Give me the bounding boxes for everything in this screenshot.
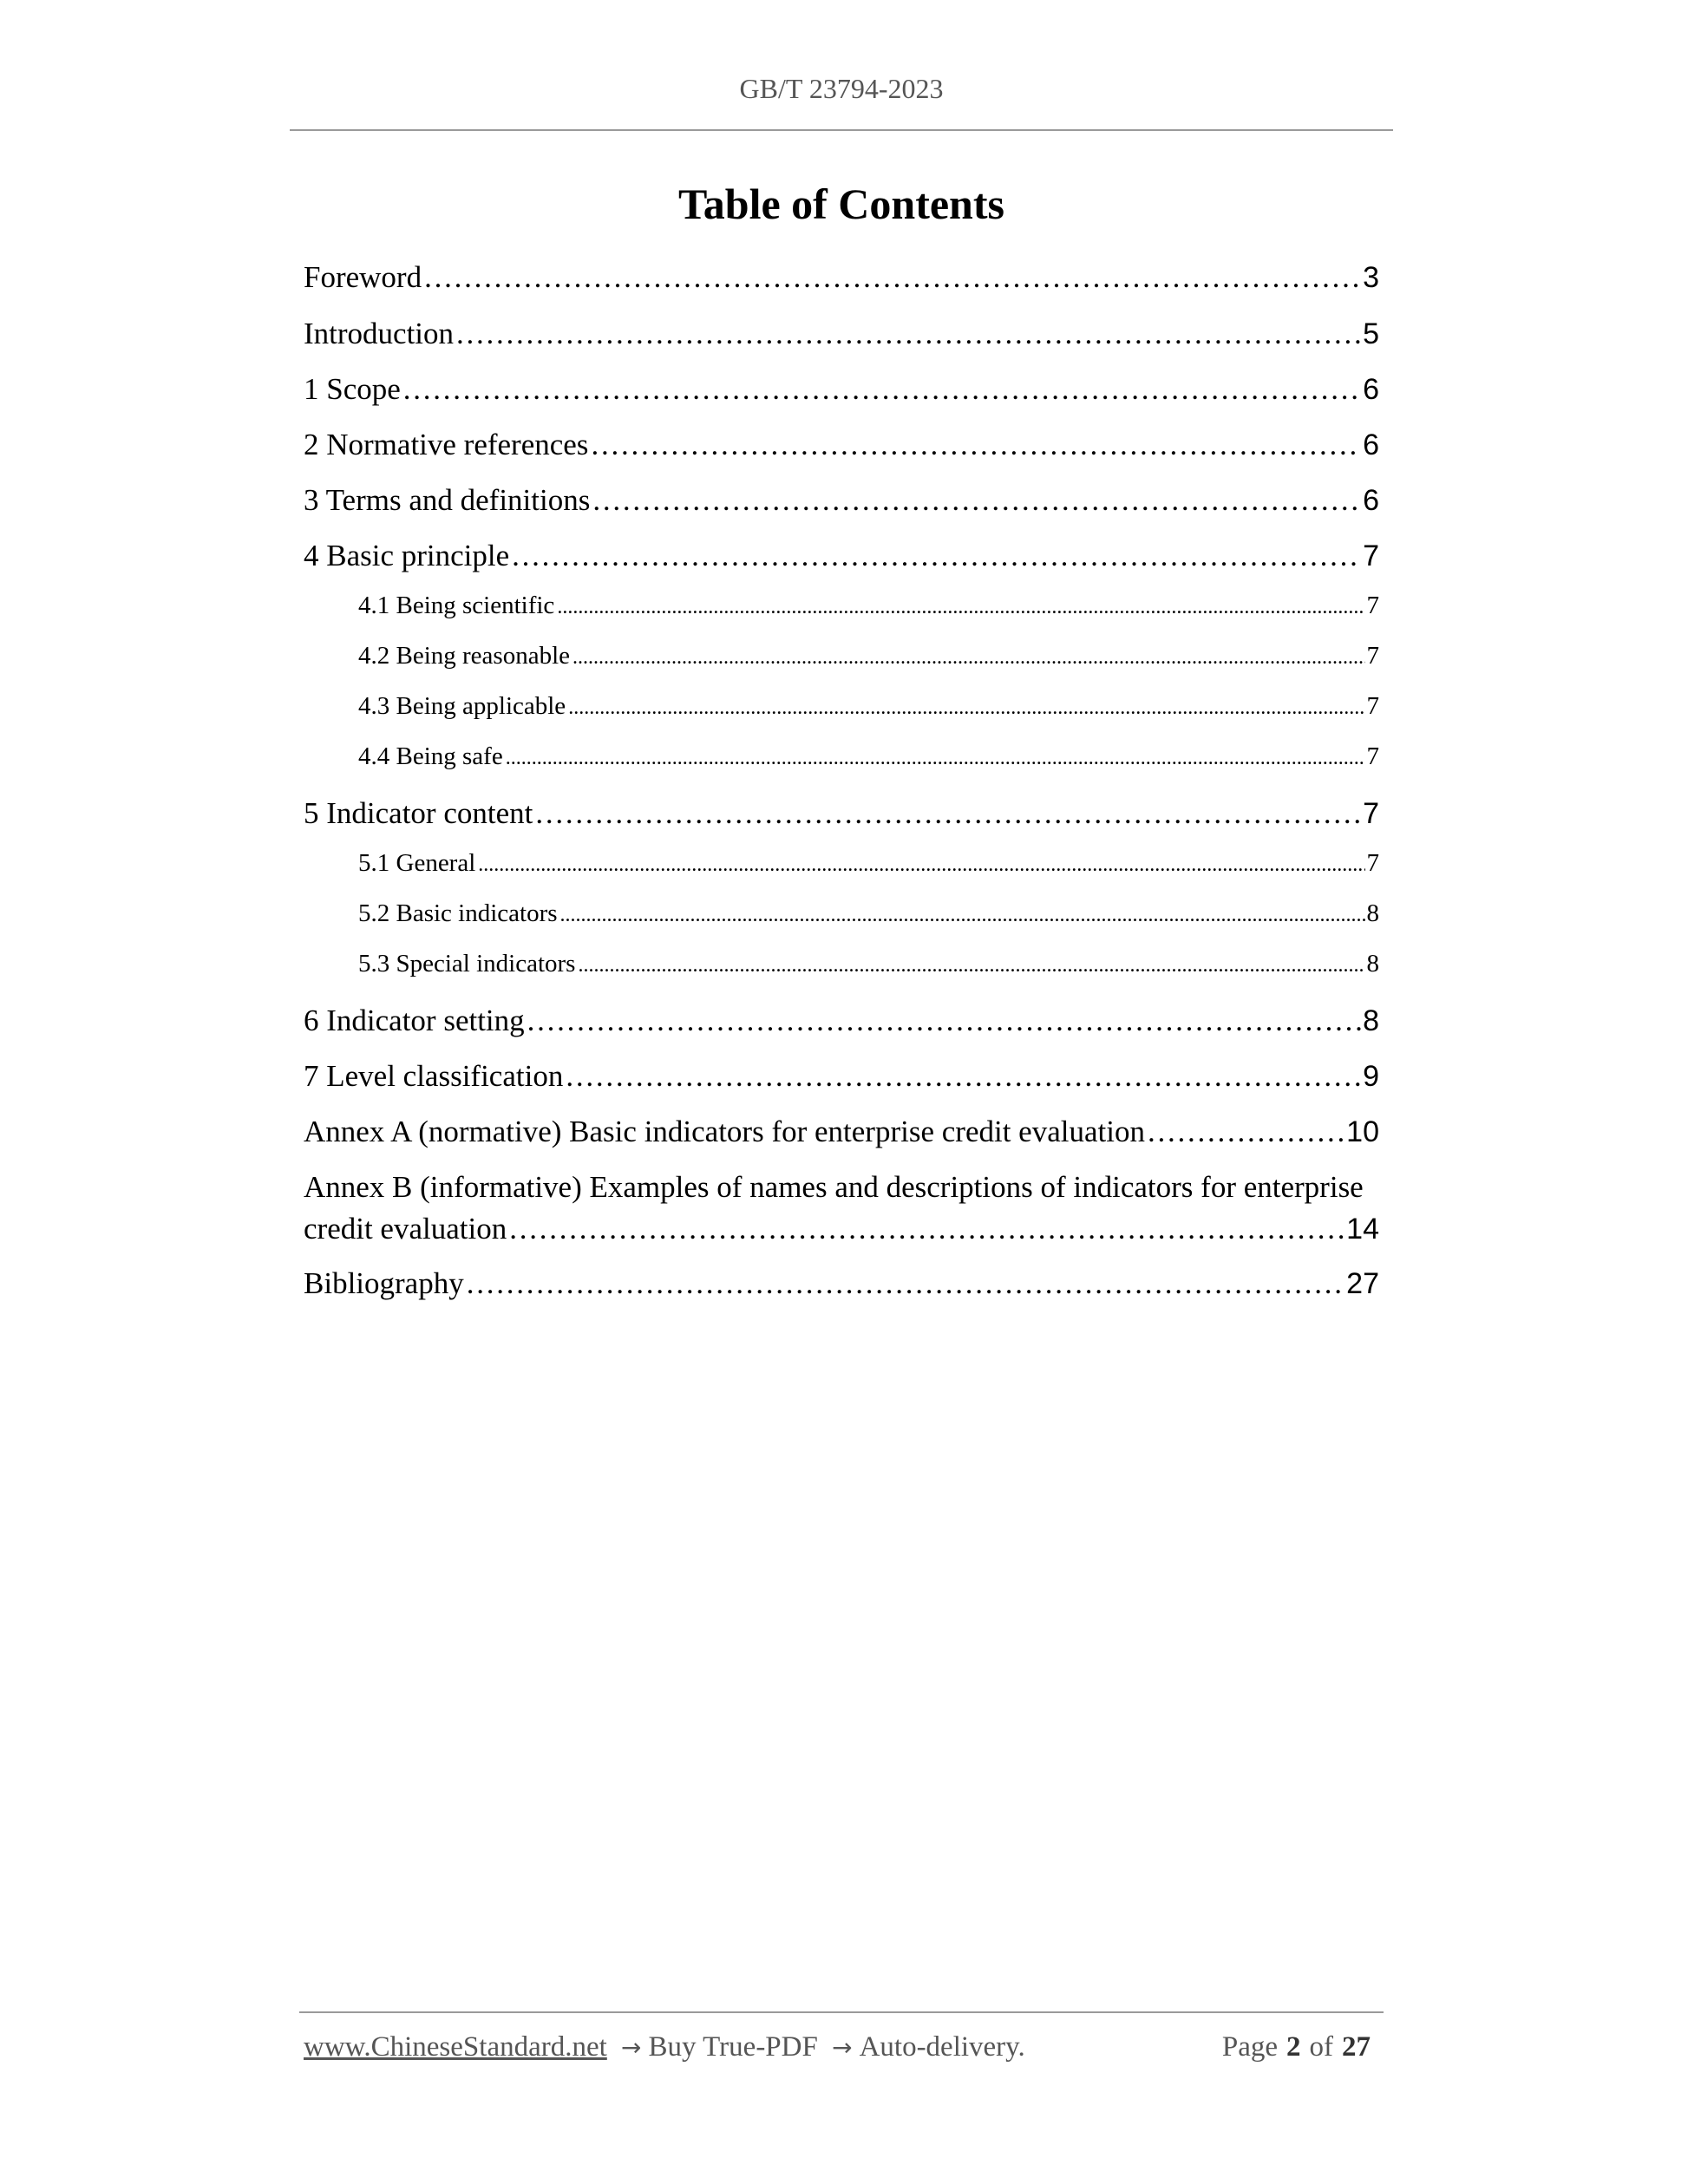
page-word: Page bbox=[1221, 2031, 1278, 2063]
page-indicator bbox=[1222, 2031, 1371, 2063]
toc-page-number: 6 bbox=[1363, 428, 1379, 461]
auto-delivery-text: Auto-delivery. bbox=[859, 2031, 1025, 2063]
toc-entry-label: 5.3 Special indicators bbox=[358, 950, 578, 978]
toc-subentry-being-reasonable[interactable] bbox=[304, 642, 1379, 677]
buy-true-pdf-text: Buy True-PDF bbox=[648, 2031, 818, 2063]
toc-entry-label: Foreword bbox=[304, 260, 424, 295]
toc-dot-leader bbox=[403, 372, 1361, 407]
toc-page-number: 7 bbox=[1366, 592, 1379, 619]
toc-dot-leader bbox=[424, 260, 1361, 295]
toc-entry-label: 1 Scope bbox=[304, 372, 403, 407]
toc-page-number: 6 bbox=[1363, 484, 1379, 517]
toc-entry-label: 6 Indicator setting bbox=[304, 1004, 527, 1038]
toc-page-number: 14 bbox=[1346, 1213, 1379, 1246]
toc-dot-leader bbox=[557, 592, 1364, 620]
arrow-right-icon: → bbox=[832, 2033, 853, 2062]
toc-entry-label: 5.1 General bbox=[358, 849, 478, 878]
toc-entry-label: 5.2 Basic indicators bbox=[358, 899, 560, 928]
toc-dot-leader bbox=[591, 428, 1361, 462]
toc-dot-leader bbox=[1148, 1115, 1345, 1149]
toc-entry-label-line2: credit evaluation bbox=[304, 1212, 509, 1246]
toc-entry-annex-b[interactable] bbox=[304, 1170, 1379, 1253]
arrow-right-icon: → bbox=[621, 2033, 642, 2062]
toc-dot-leader bbox=[506, 742, 1365, 771]
toc-subentry-special-indicators[interactable] bbox=[304, 950, 1379, 984]
toc-subentry-being-scientific[interactable] bbox=[304, 592, 1379, 626]
toc-page-number: 3 bbox=[1363, 261, 1379, 294]
toc-subentry-basic-indicators[interactable] bbox=[304, 899, 1379, 934]
toc-page-number: 9 bbox=[1363, 1060, 1379, 1093]
toc-dot-leader bbox=[535, 796, 1361, 831]
toc-dot-leader bbox=[592, 483, 1361, 518]
toc-dot-leader bbox=[566, 1059, 1361, 1094]
toc-page-number: 8 bbox=[1363, 1004, 1379, 1037]
toc-entry-label: 2 Normative references bbox=[304, 428, 591, 462]
toc-entry-terms-and-definitions[interactable] bbox=[304, 483, 1379, 525]
toc-entry-label: 4.2 Being reasonable bbox=[358, 642, 572, 670]
of-word: of bbox=[1309, 2031, 1333, 2063]
toc-entry-bibliography[interactable] bbox=[304, 1266, 1379, 1308]
toc-page-number: 8 bbox=[1366, 950, 1379, 978]
toc-entry-level-classification[interactable] bbox=[304, 1059, 1379, 1101]
header-divider bbox=[290, 129, 1393, 131]
toc-entry-basic-principle[interactable] bbox=[304, 539, 1379, 580]
toc-entry-label: 4.3 Being applicable bbox=[358, 692, 568, 721]
toc-entry-scope[interactable] bbox=[304, 372, 1379, 414]
toc-dot-leader bbox=[568, 692, 1364, 721]
toc-entry-label-line1: Annex B (informative) Examples of names and descriptions of indicators for enterprise bbox=[304, 1170, 1364, 1204]
toc-entry-indicator-content[interactable] bbox=[304, 796, 1379, 838]
toc-dot-leader bbox=[572, 642, 1364, 670]
toc-page-number: 27 bbox=[1346, 1267, 1379, 1300]
toc-page-number: 6 bbox=[1363, 373, 1379, 406]
toc-entry-label: 3 Terms and definitions bbox=[304, 483, 592, 518]
toc-dot-leader bbox=[456, 317, 1361, 351]
toc-entry-line2 bbox=[304, 1212, 1379, 1253]
toc-entry-label: 4.4 Being safe bbox=[358, 742, 506, 771]
toc-entry-introduction[interactable] bbox=[304, 317, 1379, 358]
website-link[interactable]: www.ChineseStandard.net bbox=[304, 2031, 607, 2063]
toc-dot-leader bbox=[467, 1266, 1345, 1301]
toc-entry-label: Introduction bbox=[304, 317, 456, 351]
toc-page-number: 5 bbox=[1363, 317, 1379, 350]
toc-dot-leader bbox=[512, 539, 1361, 573]
toc-page-number: 8 bbox=[1366, 899, 1379, 927]
toc-dot-leader bbox=[478, 849, 1364, 878]
toc-dot-leader bbox=[560, 899, 1365, 928]
toc-entry-label: Bibliography bbox=[304, 1266, 467, 1301]
footer-divider bbox=[299, 2011, 1384, 2013]
toc-entry-label: 5 Indicator content bbox=[304, 796, 535, 831]
toc-entry-normative-references[interactable] bbox=[304, 428, 1379, 469]
toc-page-number: 7 bbox=[1363, 539, 1379, 572]
toc-page-number: 7 bbox=[1366, 742, 1379, 770]
toc-entry-indicator-setting[interactable] bbox=[304, 1004, 1379, 1045]
toc-page-number: 7 bbox=[1363, 797, 1379, 830]
footer-promo bbox=[304, 2031, 1025, 2063]
toc-page-number: 10 bbox=[1346, 1115, 1379, 1148]
toc-dot-leader bbox=[527, 1004, 1361, 1038]
toc-entry-annex-a[interactable] bbox=[304, 1115, 1379, 1156]
toc-entry-foreword[interactable] bbox=[304, 260, 1379, 302]
toc-subentry-being-safe[interactable] bbox=[304, 742, 1379, 777]
toc-subentry-general[interactable] bbox=[304, 849, 1379, 884]
toc-subentry-being-applicable[interactable] bbox=[304, 692, 1379, 727]
toc-dot-leader bbox=[509, 1212, 1345, 1246]
toc-entry-label: Annex A (normative) Basic indicators for enterprise credit evaluation bbox=[304, 1115, 1148, 1149]
current-page-number: 2 bbox=[1286, 2031, 1301, 2063]
toc-entry-label: 4.1 Being scientific bbox=[358, 592, 557, 620]
toc-entry-label: 4 Basic principle bbox=[304, 539, 512, 573]
toc-dot-leader bbox=[578, 950, 1364, 978]
toc-page-number: 7 bbox=[1366, 849, 1379, 877]
page-footer bbox=[304, 2031, 1371, 2063]
total-page-count: 27 bbox=[1342, 2031, 1371, 2063]
toc-entry-label: 7 Level classification bbox=[304, 1059, 566, 1094]
page-title: Table of Contents bbox=[678, 180, 1004, 228]
document-code-header: GB/T 23794-2023 bbox=[739, 73, 944, 104]
toc-page-number: 7 bbox=[1366, 692, 1379, 720]
toc-page-number: 7 bbox=[1366, 642, 1379, 670]
